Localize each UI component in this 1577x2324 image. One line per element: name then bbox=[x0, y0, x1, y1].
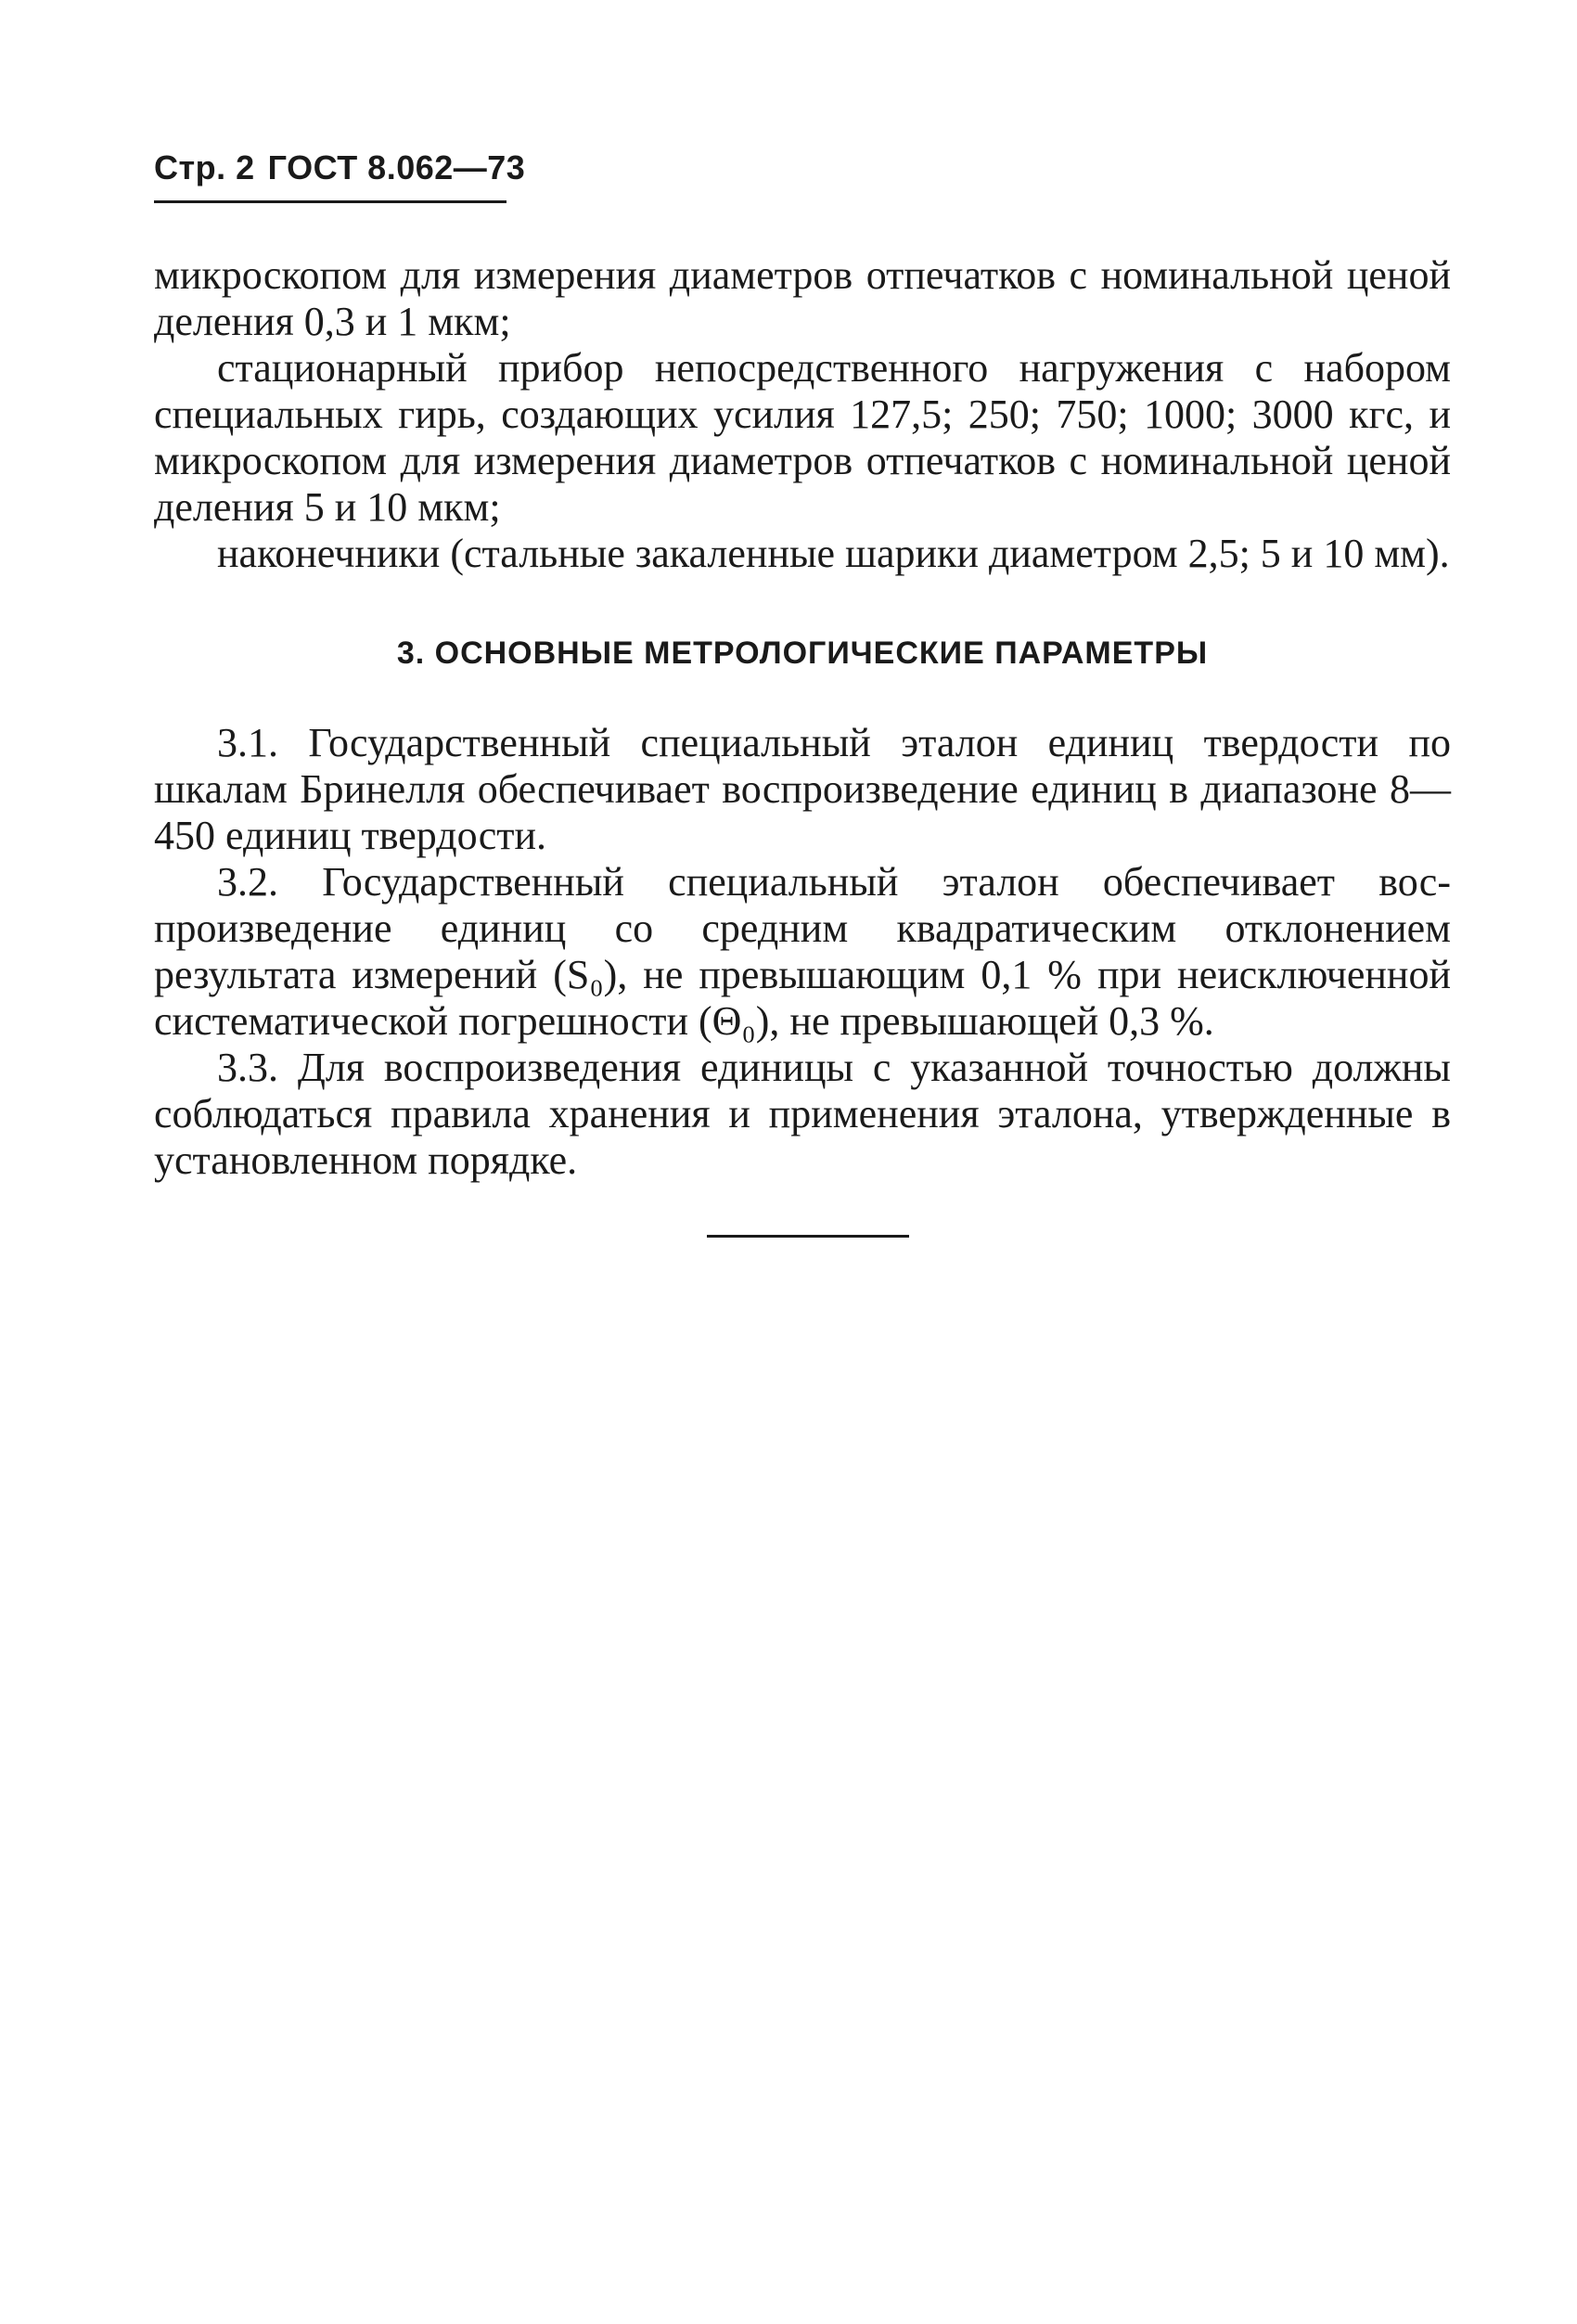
header-underline bbox=[154, 200, 506, 203]
paragraph-tips: наконечники (стальные закаленные шарики диаметром 2,5; 5 и 10 мм). bbox=[217, 531, 1450, 576]
standard-designation: ГОСТ 8.062—73 bbox=[267, 148, 526, 186]
end-of-document-rule bbox=[707, 1235, 909, 1238]
paragraph-microscope-continued: микроскопом для измерения диаметров отпечатков с номинальной ценой деления 0,3 и 1 мкм; bbox=[154, 252, 1451, 344]
page-header bbox=[154, 148, 525, 187]
paragraph-3-2: 3.2. Государственный специальный эталон обеспечивает воспроизведение единиц со средним квадратическим отклонением результата измерений (S₀), не превышающим 0,1 % при неисключенной систематической погрешности (Θ₀), не превышающей 0,3 %. bbox=[154, 859, 1451, 1044]
paragraph-stationary-device: стационарный прибор непосредственного нагружения с набором специальных гирь, создающих усилия 127,5; 250; 750; 1000; 3000 кгс, и микроскопом для измерения диаметров отпечатков с номинальной ценой деления 5 и 10 мкм; bbox=[154, 345, 1451, 530]
section-title: 3. ОСНОВНЫЕ МЕТРОЛОГИЧЕСКИЕ ПАРАМЕТРЫ bbox=[396, 636, 1209, 671]
page-number-label: Стр. 2 bbox=[154, 148, 255, 186]
paragraph-3-1: 3.1. Государственный специальный эталон единиц твердости по шкалам Бринелля обеспечивает воспроизведение единиц в диапазоне 8—450 единиц твердости. bbox=[154, 720, 1451, 858]
paragraph-3-3: 3.3. Для воспроизведения единицы с указанной точностью должны соблюдаться правила хранения и применения эталона, утвержденные в установленном порядке. bbox=[154, 1045, 1451, 1183]
document-body bbox=[154, 252, 1451, 1184]
